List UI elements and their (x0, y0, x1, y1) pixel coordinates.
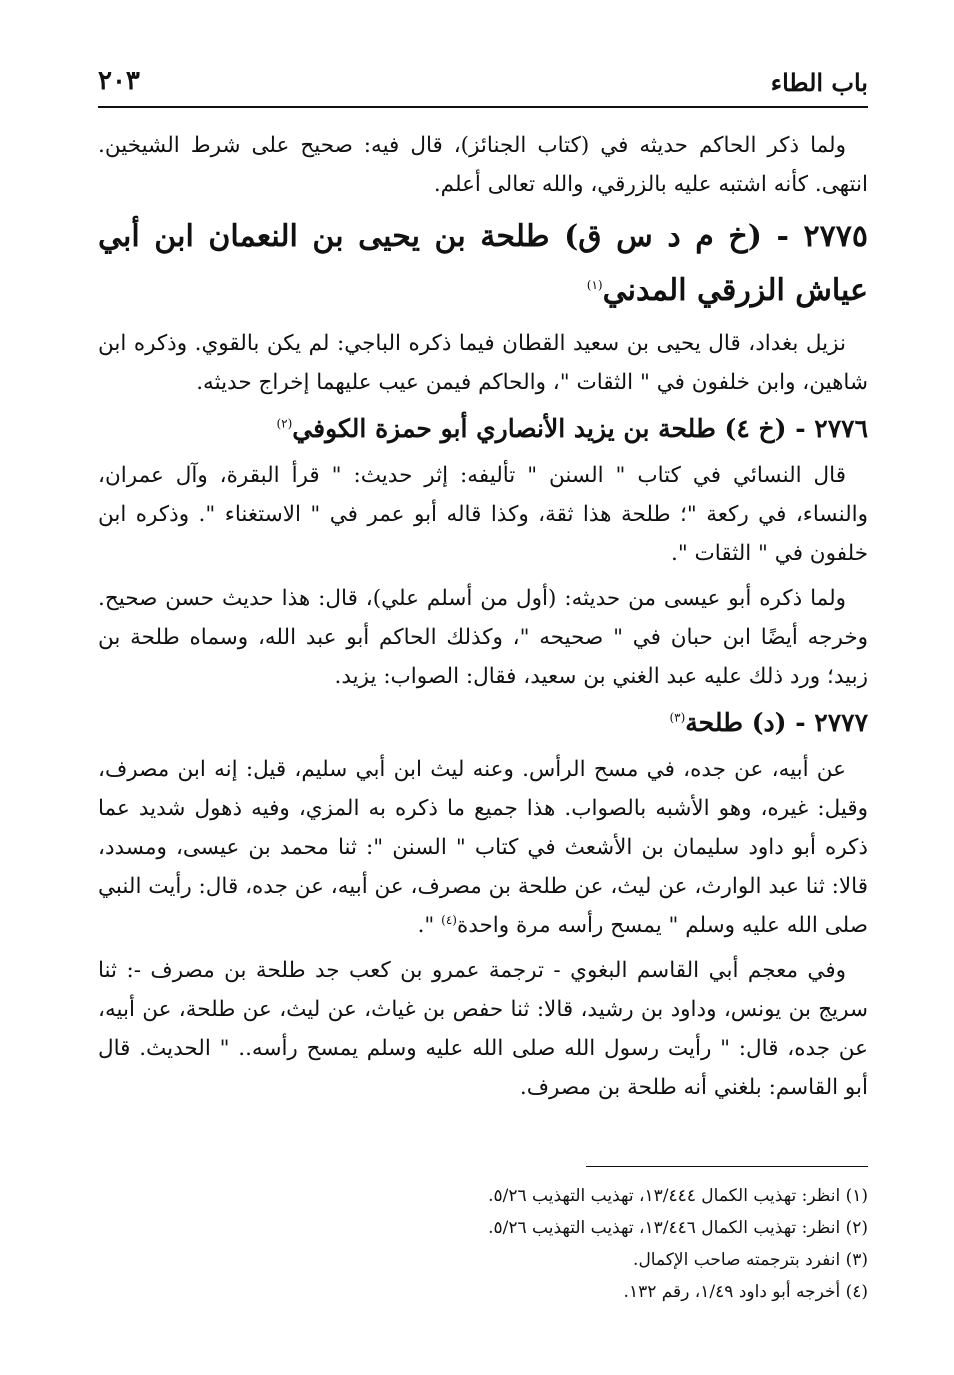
entry-2775-heading (98, 210, 868, 318)
entry-2777-heading-text: ٢٧٧٧ - (د) طلحة (685, 708, 868, 737)
entry-2775-heading-text: ٢٧٧٥ - (خ م د س ق) طلحة بن يحيى بن النعمان ابن أبي عياش الزرقي المدني (98, 219, 868, 308)
entry-2775-text: نزيل بغداد، قال يحيى بن سعيد القطان فيما ذكره الباجي: لم يكن بالقوي. وذكره ابن شاهين، وابن خلفون في " الثقات "، والحاكم فيمن عيب عليهما إخراج حديثه. (98, 331, 868, 395)
page-header (98, 56, 868, 108)
footnotes (98, 1180, 868, 1308)
entry-2776-heading-text: ٢٧٧٦ - (خ ٤) طلحة بن يزيد الأنصاري أبو حمزة الكوفي (292, 414, 868, 443)
entry-2777-heading (98, 702, 868, 744)
footnote-3: (٣) انفرد بترجمته صاحب الإكمال. (633, 1250, 868, 1270)
footnote-ref-1: (١) (586, 278, 603, 292)
footnote-2: (٢) انظر: تهذيب الكمال ١٣/٤٤٦، تهذيب التهذيب ٥/٢٦. (488, 1218, 868, 1238)
intro-paragraph: ولما ذكر الحاكم حديثه في (كتاب الجنائز)، قال فيه: صحيح على شرط الشيخين. انتهى. كأنه اشتبه عليه بالزرقي، والله تعالى أعلم. (98, 133, 868, 197)
footnote-ref-4: (٤) (441, 912, 457, 927)
entry-2777-text-1-end: ". (417, 913, 442, 938)
entry-2776-heading (98, 408, 868, 450)
entry-2776-text-2: ولما ذكره أبو عيسى من حديثه: (أول من أسلم علي)، قال: هذا حديث حسن صحيح. وخرجه أيضًا ابن حبان في " صحيحه "، وكذلك الحاكم أبو عبد الله، وسماه طلحة بن زبيد؛ ورد ذلك عليه عبد الغني بن سعيد، فقال: الصواب: يزيد. (98, 586, 868, 689)
footnote-ref-2: (٢) (276, 416, 293, 431)
entry-2776-text-1: قال النسائي في كتاب " السنن " تأليفه: إثر حديث: " قرأ البقرة، وآل عمران، والنساء، في ركعة "؛ طلحة هذا ثقة، وكذا قاله أبو عمر في " الاستغناء ". وذكره ابن خلفون في " الثقات ". (98, 463, 868, 566)
footnote-1: (١) انظر: تهذيب الكمال ١٣/٤٤٤، تهذيب التهذيب ٥/٢٦. (488, 1186, 868, 1206)
entry-2777-text-2: وفي معجم أبي القاسم البغوي - ترجمة عمرو بن كعب جد طلحة بن مصرف -: ثنا سريج بن يونس، وداود بن رشيد، قالا: ثنا حفص بن غياث، عن ليث، عن طلحة، عن أبيه، عن جده، قال: " رأيت رسول الله صلى الله عليه وسلم يمسح رأسه.. " الحديث. قال أبو القاسم: بلغني أنه طلحة بن مصرف. (98, 958, 868, 1100)
entry-2777-text-1-main: عن أبيه، عن جده، في مسح الرأس. وعنه ليث ابن أبي سليم، قيل: إنه ابن مصرف، وقيل: غيره، وهو الأشبه بالصواب. هذا جميع ما ذكره به المزي، وفيه ذهول شديد عما ذكره أبو داود سليمان بن الأشعث في كتاب " السنن ": ثنا محمد بن عيسى، ومسدد، قالا: ثنا عبد الوارث، عن ليث، عن طلحة بن مصرف، عن أبيه، عن جده، قال: رأيت النبي صلى الله عليه وسلم " يمسح رأسه مرة واحدة (98, 757, 868, 938)
footnote-4: (٤) أخرجه أبو داود ١/٤٩، رقم ١٣٢. (623, 1282, 868, 1302)
chapter-title: باب الطاء (770, 68, 868, 97)
footnote-separator (586, 1166, 868, 1167)
page-body (98, 126, 868, 1113)
footnote-ref-3: (٣) (669, 710, 686, 725)
page-number: ٢٠٣ (98, 66, 140, 96)
entry-2777-text-1 (98, 750, 868, 945)
